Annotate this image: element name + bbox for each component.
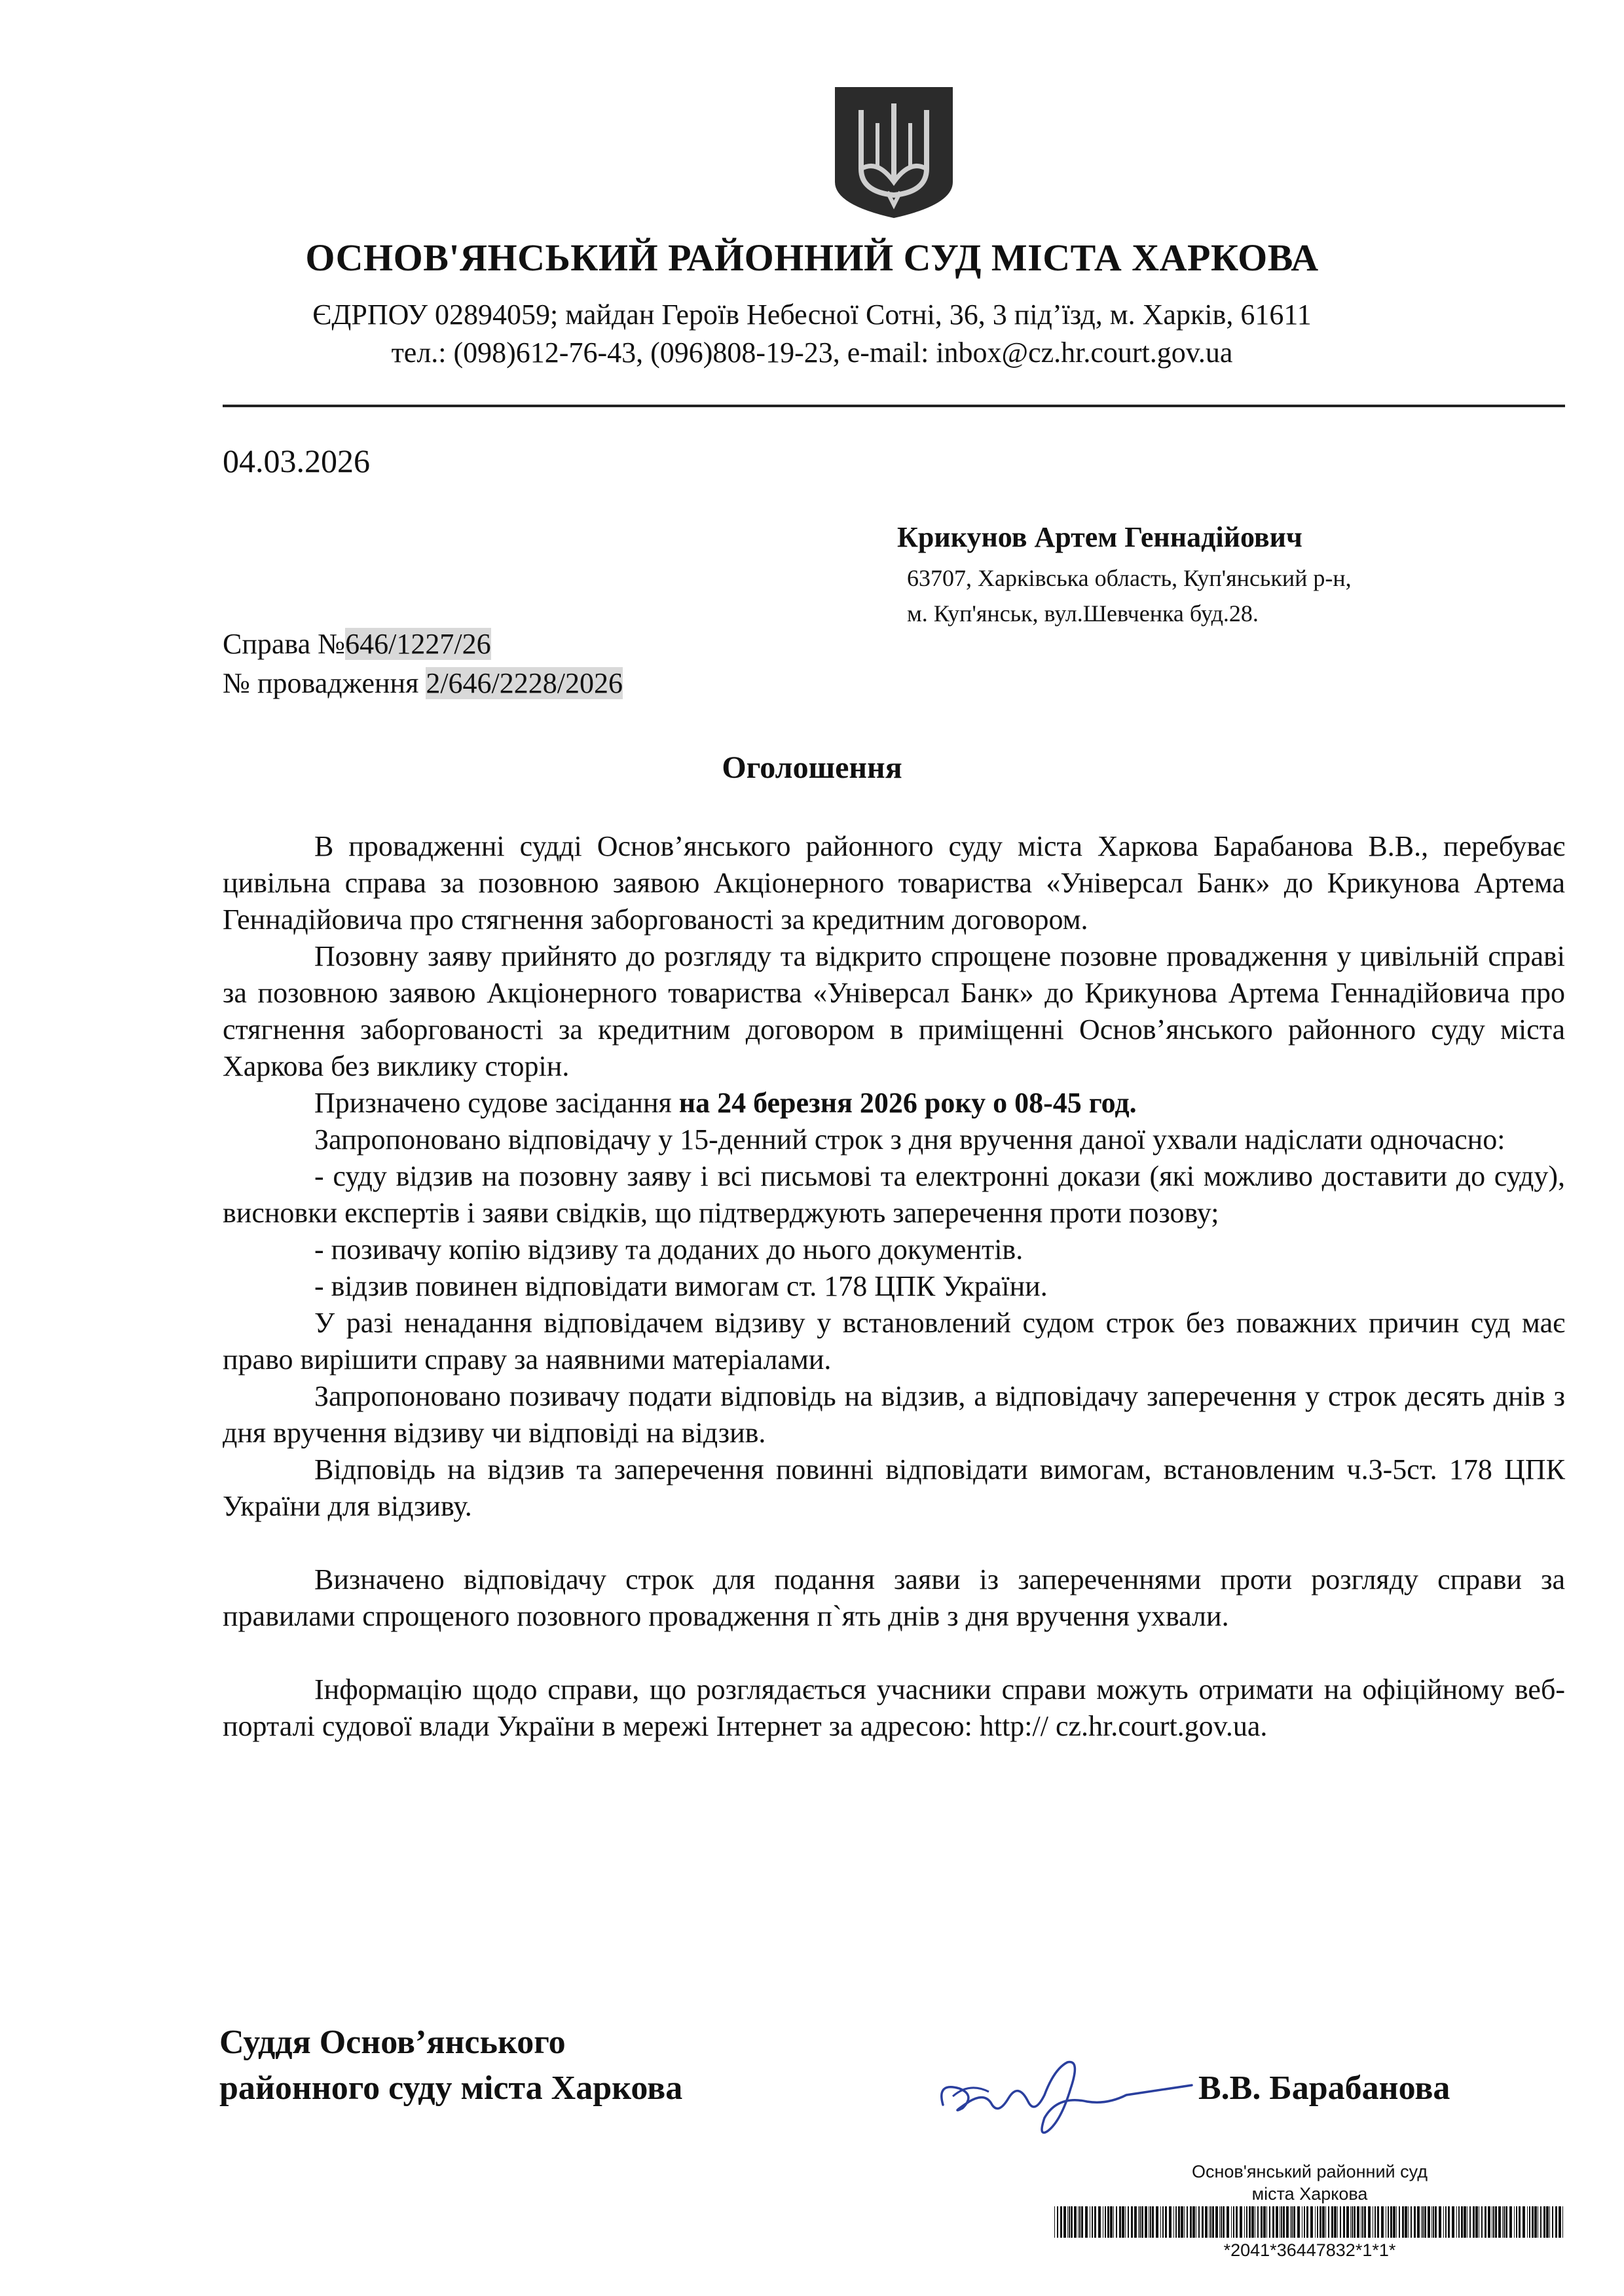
addressee-address-line-2: м. Куп'янськ, вул.Шевченка буд.28. — [907, 600, 1259, 627]
barcode-bar — [1221, 2206, 1222, 2238]
barcode-bar — [1448, 2206, 1450, 2238]
barcode-bar — [1181, 2206, 1183, 2238]
barcode-bar — [1139, 2206, 1141, 2238]
paragraph: Запропоновано відповідачу у 15-денний строк з дня вручення даної ухвали надіслати одночасно: — [314, 1123, 1505, 1156]
barcode-bar — [1078, 2206, 1079, 2238]
barcode-bar — [1522, 2206, 1525, 2238]
barcode-bar — [1286, 2206, 1289, 2238]
addressee-block — [897, 520, 1486, 631]
barcode-bar — [1131, 2206, 1133, 2238]
barcode-bar — [1390, 2206, 1392, 2238]
barcode-bar — [1116, 2206, 1117, 2238]
court-contacts-line: тел.: (098)612-76-43, (096)808-19-23, e-mail: inbox@cz.hr.court.gov.ua — [391, 337, 1233, 369]
paragraph: Відповідь на відзив та заперечення повинні відповідати вимогам, встановленим ч.3-5ст. 178 ЦПК України для відзиву. — [223, 1453, 1565, 1522]
barcode-bar — [1269, 2206, 1270, 2238]
barcode-bar — [1067, 2206, 1068, 2238]
barcode-bar — [1210, 2206, 1211, 2238]
barcode-bar — [1549, 2206, 1550, 2238]
barcode-bar — [1297, 2206, 1300, 2238]
barcode-bar — [1340, 2206, 1341, 2238]
barcode-bar — [1263, 2206, 1266, 2238]
stamp-line-1: Основ'янський районний суд — [1192, 2162, 1428, 2181]
barcode-bar — [1215, 2206, 1218, 2238]
barcode-bar — [1122, 2206, 1124, 2238]
barcode-bar — [1546, 2206, 1549, 2238]
barcode-bar — [1081, 2206, 1083, 2238]
barcode-bar — [1475, 2206, 1478, 2238]
barcode-bar — [1485, 2206, 1486, 2238]
stamp-line-2: міста Харкова — [1251, 2184, 1368, 2204]
barcode-bar — [1464, 2206, 1466, 2238]
barcode-bar — [1276, 2206, 1278, 2238]
barcode-bar — [1461, 2206, 1463, 2238]
barcode-bar — [1417, 2206, 1420, 2238]
barcode-bar — [1458, 2206, 1460, 2238]
barcode-bar — [1110, 2206, 1113, 2238]
barcode-bar — [1190, 2206, 1192, 2238]
judge-name: В.В. Барабанова — [1198, 2069, 1450, 2107]
barcode-bar — [1310, 2206, 1313, 2238]
barcode-bar — [1257, 2206, 1259, 2238]
paragraph: - суду відзив на позовну заяву і всі письмові та електронні докази (які можливо доставити до суду), висновки експертів і заяви свідків, що підтверджують заперечення проти позову; — [223, 1160, 1565, 1229]
barcode-bar — [1368, 2206, 1371, 2238]
barcode-bar — [1445, 2206, 1447, 2238]
barcode-bar — [1085, 2206, 1088, 2238]
barcode-bar — [1165, 2206, 1167, 2238]
barcode-bar — [1509, 2206, 1512, 2238]
barcode-bar — [1331, 2206, 1333, 2238]
barcode-bar — [1433, 2206, 1434, 2238]
judge-title-line-1: Суддя Основ’янського — [219, 2024, 566, 2061]
barcode-bar — [1060, 2206, 1062, 2238]
barcode-bar — [1184, 2206, 1185, 2238]
barcode-bar — [1092, 2206, 1093, 2238]
proceeding-number-label: № провадження — [223, 667, 426, 699]
barcode-bar — [1431, 2206, 1432, 2238]
barcode-bar — [1223, 2206, 1225, 2238]
barcode-bar — [1272, 2206, 1274, 2238]
barcode-bar — [1352, 2206, 1353, 2238]
barcode-bar — [1502, 2206, 1503, 2238]
barcode-bar — [1414, 2206, 1416, 2238]
barcode-bar — [1107, 2206, 1109, 2238]
barcode-bar — [1219, 2206, 1220, 2238]
paragraph-hearing-date — [223, 1085, 1565, 1121]
barcode-bar — [1134, 2206, 1137, 2238]
barcode-bar — [1552, 2206, 1553, 2238]
barcode-bar — [1320, 2206, 1321, 2238]
barcode-bar — [1328, 2206, 1329, 2238]
barcode-bar — [1421, 2206, 1422, 2238]
barcode-bar — [1119, 2206, 1121, 2238]
barcode-bar — [1527, 2206, 1528, 2238]
barcode-bar — [1388, 2206, 1389, 2238]
header-divider — [223, 405, 1565, 407]
case-number — [223, 627, 491, 661]
barcode-bar — [1402, 2206, 1404, 2238]
barcode-bar — [1540, 2206, 1541, 2238]
barcode-bar — [1244, 2206, 1245, 2238]
barcode-bar — [1516, 2206, 1517, 2238]
barcode-bar — [1304, 2206, 1305, 2238]
barcode-bar — [1175, 2206, 1177, 2238]
paragraph: В провадженні судді Основ’янського районного суду міста Харкова Барабанова В.В., перебуває цивільна справа за позовною заявою Акціонерного товариства «Універсал Банк» до Крикунова Артема Геннадійовича про стягнення заборгованості за кредитним договором. — [223, 830, 1565, 936]
case-number-label: Справа № — [223, 628, 346, 660]
court-details-line-1: ЄДРПОУ 02894059; майдан Героїв Небесної Сотні, 36, 3 під’їзд, м. Харків, 61611 — [312, 299, 1312, 331]
barcode-bar — [1411, 2206, 1412, 2238]
barcode-bar — [1306, 2206, 1308, 2238]
barcode — [1054, 2206, 1565, 2238]
barcode-bar — [1529, 2206, 1530, 2238]
barcode-bar — [1337, 2206, 1338, 2238]
court-name: ОСНОВ'ЯНСЬКИЙ РАЙОННИЙ СУД МІСТА ХАРКОВА — [305, 236, 1319, 279]
barcode-bar — [1469, 2206, 1471, 2238]
barcode-bar — [1231, 2206, 1232, 2238]
paragraph: У разі ненадання відповідачем відзиву у встановлений судом строк без поважних причин суд має право вирішити справу за наявними матеріалами. — [223, 1307, 1565, 1376]
barcode-bar — [1399, 2206, 1400, 2238]
barcode-bar — [1187, 2206, 1188, 2238]
barcode-bar — [1505, 2206, 1507, 2238]
barcode-bar — [1198, 2206, 1200, 2238]
barcode-bar — [1261, 2206, 1263, 2238]
barcode-bar — [1473, 2206, 1475, 2238]
document-date: 04.03.2026 — [223, 443, 370, 479]
barcode-bar — [1562, 2206, 1563, 2238]
barcode-bar — [1145, 2206, 1147, 2238]
barcode-number: *2041*36447832*1*1* — [1223, 2240, 1396, 2260]
barcode-bar — [1293, 2206, 1295, 2238]
barcode-bar — [1375, 2206, 1376, 2238]
barcode-bar — [1125, 2206, 1126, 2238]
barcode-bar — [1266, 2206, 1267, 2238]
barcode-bar — [1555, 2206, 1557, 2238]
barcode-bar — [1156, 2206, 1158, 2238]
barcode-bar — [1054, 2206, 1055, 2238]
addressee-address-line-1: 63707, Харківська область, Куп'янський р-н, — [907, 565, 1352, 591]
barcode-bar — [1346, 2206, 1349, 2238]
paragraph: Запропоновано позивачу подати відповідь на відзив, а відповідачу заперечення у строк десять днів з дня вручення відзиву чи відповіді на відзив. — [223, 1380, 1565, 1449]
barcode-bar — [1408, 2206, 1409, 2238]
barcode-bar — [1435, 2206, 1437, 2238]
barcode-bar — [1532, 2206, 1534, 2238]
barcode-bar — [1192, 2206, 1195, 2238]
barcode-bar — [1493, 2206, 1494, 2238]
barcode-bar — [1322, 2206, 1325, 2238]
paragraph: Позовну заяву прийнято до розгляду та відкрито спрощене позовне провадження у цивільній справі за позовною заявою Акціонерного товариства «Універсал Банк» до Крикунова Артема Геннадійовича про стягнення заборгованості за кредитним договором в приміщенні Основ’янського районного суду міста Харкова без виклику сторін. — [223, 940, 1565, 1082]
barcode-bar — [1377, 2206, 1379, 2238]
barcode-bar — [1057, 2206, 1058, 2238]
coat-of-arms-icon — [832, 84, 956, 221]
barcode-bar — [1422, 2206, 1424, 2238]
barcode-bar — [1495, 2206, 1497, 2238]
barcode-bar — [1443, 2206, 1444, 2238]
barcode-bar — [1357, 2206, 1359, 2238]
barcode-bar — [1249, 2206, 1251, 2238]
proceeding-number-value: 2/646/2228/2026 — [426, 667, 623, 699]
barcode-bar — [1543, 2206, 1545, 2238]
barcode-bar — [1212, 2206, 1214, 2238]
judge-title — [219, 2020, 682, 2111]
barcode-bar — [1291, 2206, 1293, 2238]
handwritten-signature — [930, 2043, 1205, 2141]
judge-title-line-2: районного суду міста Харкова — [219, 2069, 683, 2107]
announcement-body — [223, 828, 1565, 1745]
registry-stamp — [1054, 2160, 1565, 2205]
barcode-bar — [1498, 2206, 1501, 2238]
barcode-bar — [1240, 2206, 1242, 2238]
barcode-bar — [1281, 2206, 1282, 2238]
barcode-bar — [1069, 2206, 1070, 2238]
addressee-name: Крикунов Артем Геннадійович — [897, 521, 1302, 553]
barcode-bar — [1350, 2206, 1351, 2238]
barcode-bar — [1094, 2206, 1096, 2238]
barcode-bar — [1063, 2206, 1066, 2238]
barcode-bar — [1283, 2206, 1285, 2238]
barcode-bar — [1405, 2206, 1407, 2238]
hearing-datetime: на 24 березня 2026 року о 08-45 год. — [678, 1087, 1137, 1119]
barcode-bar — [1481, 2206, 1483, 2238]
paragraph: Інформацію щодо справи, що розглядається учасники справи можуть отримати на офіційному веб-порталі судової влади України в мережі Інтернет за адресою: http:// cz.hr.court.gov.ua. — [223, 1673, 1565, 1742]
barcode-bar — [1364, 2206, 1366, 2238]
barcode-bar — [1514, 2206, 1515, 2238]
barcode-bar — [1317, 2206, 1318, 2238]
barcode-bar — [1236, 2206, 1238, 2238]
document-heading: Оголошення — [722, 750, 902, 785]
barcode-bar — [1343, 2206, 1345, 2238]
barcode-bar — [1362, 2206, 1363, 2238]
barcode-bar — [1150, 2206, 1151, 2238]
barcode-bar — [1334, 2206, 1337, 2238]
barcode-bar — [1074, 2206, 1077, 2238]
barcode-bar — [1079, 2206, 1080, 2238]
barcode-bar — [1141, 2206, 1143, 2238]
barcode-bar — [1534, 2206, 1537, 2238]
barcode-bar — [1178, 2206, 1180, 2238]
barcode-bar — [1169, 2206, 1172, 2238]
barcode-bar — [1393, 2206, 1395, 2238]
barcode-bar — [1138, 2206, 1139, 2238]
barcode-bar — [1105, 2206, 1106, 2238]
barcode-bar — [1160, 2206, 1161, 2238]
barcode-bar — [1205, 2206, 1208, 2238]
barcode-bar — [1233, 2206, 1234, 2238]
barcode-bar — [1162, 2206, 1164, 2238]
proceeding-number — [223, 666, 623, 700]
barcode-bar — [1456, 2206, 1457, 2238]
barcode-bar — [1227, 2206, 1229, 2238]
barcode-bar — [1113, 2206, 1114, 2238]
hearing-prefix: Призначено судове засідання — [314, 1087, 679, 1119]
barcode-bar — [1290, 2206, 1291, 2238]
paragraph: - позивачу копію відзиву та доданих до нього документів. — [314, 1233, 1024, 1266]
barcode-bar — [1439, 2206, 1441, 2238]
barcode-bar — [1128, 2206, 1129, 2238]
barcode-bar — [1354, 2206, 1356, 2238]
barcode-bar — [1504, 2206, 1505, 2238]
paragraph: Визначено відповідачу строк для подання заяви із запереченнями проти розгляду справи за правилами спрощеного позовного провадження п`ять днів з дня вручення ухвали. — [223, 1563, 1565, 1632]
barcode-bar — [1325, 2206, 1326, 2238]
case-number-value: 646/1227/26 — [345, 628, 491, 660]
barcode-bar — [1488, 2206, 1490, 2238]
barcode-bar — [1424, 2206, 1426, 2238]
barcode-bar — [1452, 2206, 1454, 2238]
barcode-bar — [1152, 2206, 1154, 2238]
barcode-bar — [1396, 2206, 1397, 2238]
barcode-bar — [1381, 2206, 1384, 2238]
barcode-bar — [1251, 2206, 1254, 2238]
barcode-bar — [1173, 2206, 1174, 2238]
barcode-bar — [1315, 2206, 1316, 2238]
barcode-bar — [1519, 2206, 1521, 2238]
barcode-bar — [1428, 2206, 1430, 2238]
barcode-bar — [1202, 2206, 1204, 2238]
barcode-bar — [1559, 2206, 1561, 2238]
barcode-bar — [1246, 2206, 1247, 2238]
barcode-bar — [1071, 2206, 1073, 2238]
paragraph: - відзив повинен відповідати вимогам ст. 178 ЦПК України. — [314, 1270, 1048, 1302]
barcode-bar — [1098, 2206, 1101, 2238]
